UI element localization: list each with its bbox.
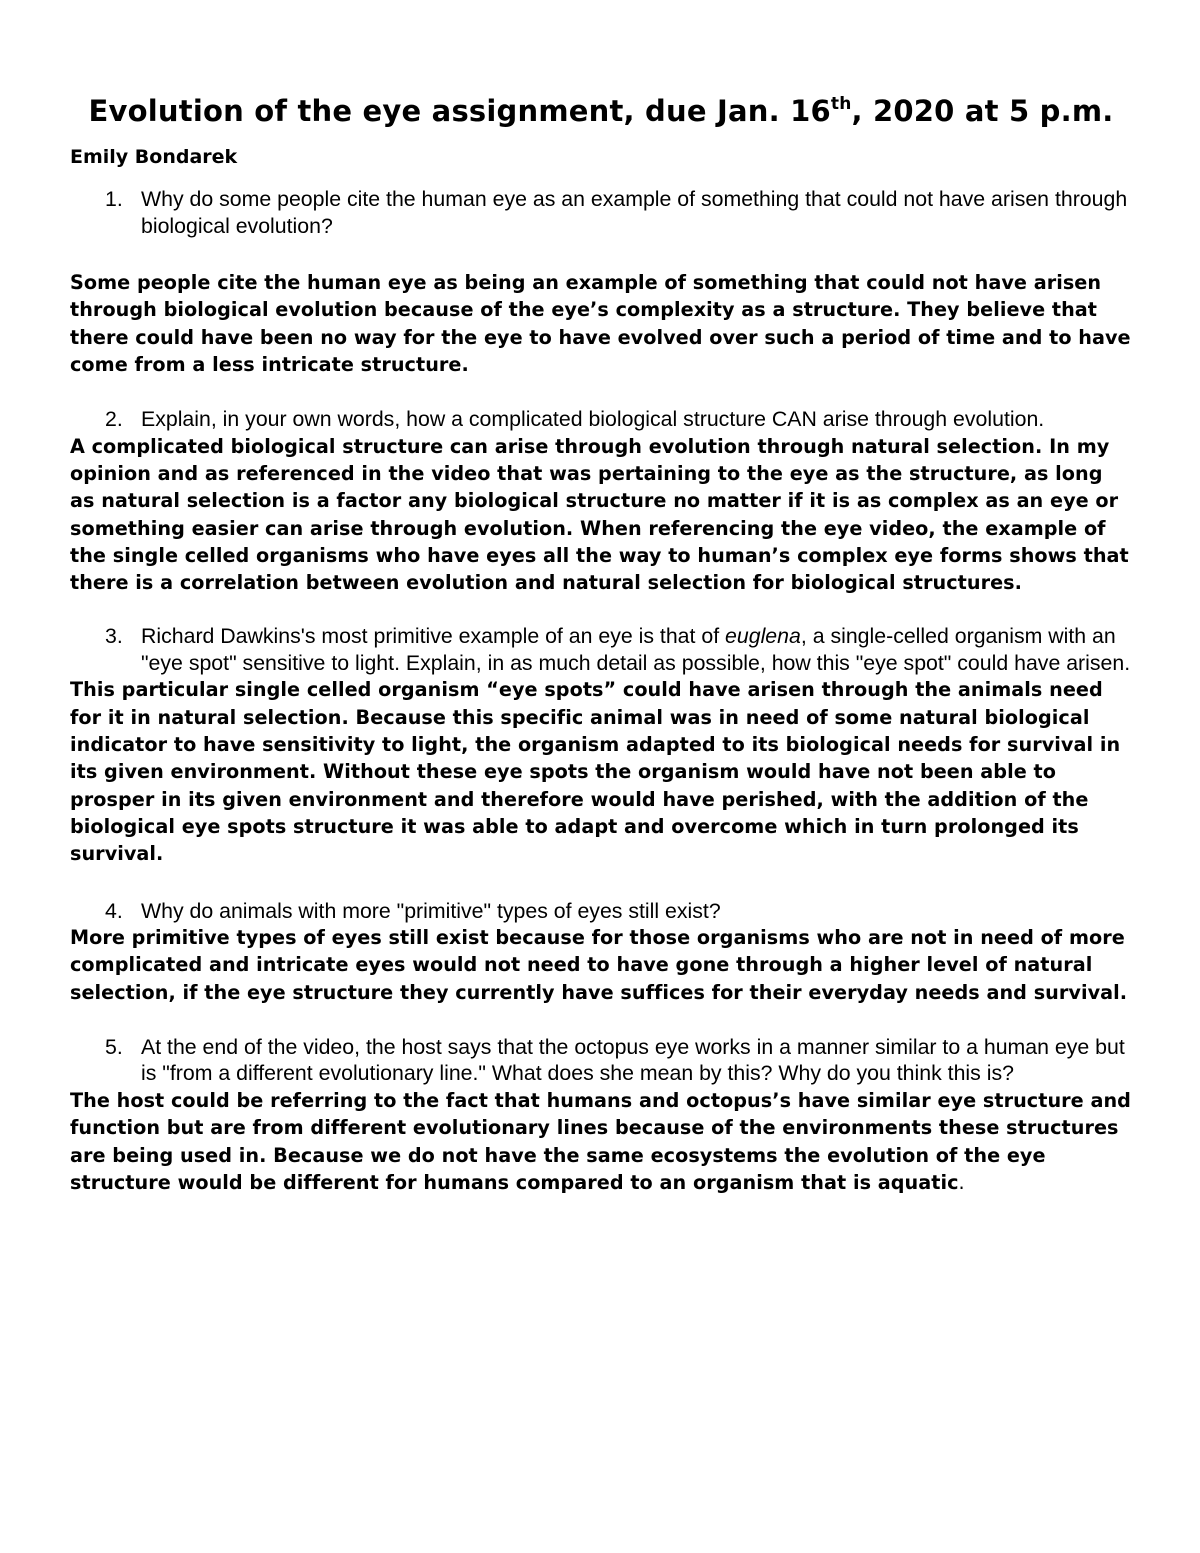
question-text-italic: euglena (725, 624, 801, 649)
question-number: 3. (105, 624, 123, 649)
answer-text: The host could be referring to the fact that humans and octopus’s have similar eye structure and function but are from different evolutionary lines because of the environments these structures are being used in. Because we do not have the same ecosystems the evolution of the eye structure would be different for humans compared to an organism that is aquatic (70, 1088, 1131, 1194)
answer-3: This particular single celled organism “eye spots” could have arisen through the animals need for it in natural selection. Because this specific animal was in need of some natural biological indicator to have sensitivity to light, the organism adapted to its biological needs for survival in its given environment. Without these eye spots the organism would have not been able to prosper in its given environment and therefore would have perished, with the addition of the biological eye spots structure it was able to adapt and overcome which in turn prolonged its survival. (70, 678, 1121, 866)
question-number: 1. (105, 187, 123, 211)
answer-4: More primitive types of eyes still exist because for those organisms who are not in need of more complicated and intricate eyes would not need to have gone through a higher level of natural selection, if the eye structure they currently have suffices for their everyday needs and survival. (70, 926, 1128, 1004)
answer-2: A complicated biological structure can arise through evolution through natural selection. In my opinion and as referenced in the video that was pertaining to the eye as the structure, as long as natural selection is a factor any biological structure no matter if it is as complex as an eye or something easier can arise through evolution. When referencing the eye video, the example of the single celled organisms who have eyes all the way to human’s complex eye forms shows that there is a correlation between evolution and natural selection for biological structures. (70, 434, 1129, 595)
question-text: Why do animals with more "primitive" types of eyes still exist? (141, 898, 721, 923)
document-title (70, 92, 1132, 131)
question-3 (70, 623, 1132, 676)
answer-period: . (958, 1170, 965, 1194)
document-page (70, 92, 1132, 1196)
question-4 (70, 898, 1132, 925)
question-number: 2. (105, 407, 123, 432)
question-2 (70, 406, 1132, 433)
question-text-start: Richard Dawkins's most primitive example of an eye is that of (141, 624, 726, 649)
question-number: 5. (105, 1034, 123, 1059)
question-text: Explain, in your own words, how a complicated biological structure CAN arise through evolution. (141, 407, 1045, 432)
title-main: Evolution of the eye assignment, due Jan. 16 (88, 94, 831, 128)
title-rest: , 2020 at 5 p.m. (851, 94, 1114, 128)
question-1 (70, 186, 1132, 239)
answer-5 (70, 1087, 1132, 1196)
title-superscript: th (830, 94, 852, 114)
question-text-end: , a single-celled organism with an "eye spot" sensitive to light. Explain, in as much detail as possible, how this "eye spot" could have arisen. (141, 624, 1131, 675)
question-text: At the end of the video, the host says that the octopus eye works in a manner similar to a human eye but is "from a different evolutionary line." What does she mean by this? Why do you think this is? (141, 1034, 1125, 1086)
question-5 (70, 1034, 1132, 1087)
question-number: 4. (105, 898, 123, 923)
author-name: Emily Bondarek (70, 146, 238, 168)
answer-1: Some people cite the human eye as being an example of something that could not have arisen through biological evolution because of the eye’s complexity as a structure. They believe that there could have been no way for the eye to have evolved over such a period of time and to have come from a less intricate structure. (70, 271, 1131, 376)
question-text: Why do some people cite the human eye as an example of something that could not have arisen through biological evolution? (141, 187, 1128, 238)
